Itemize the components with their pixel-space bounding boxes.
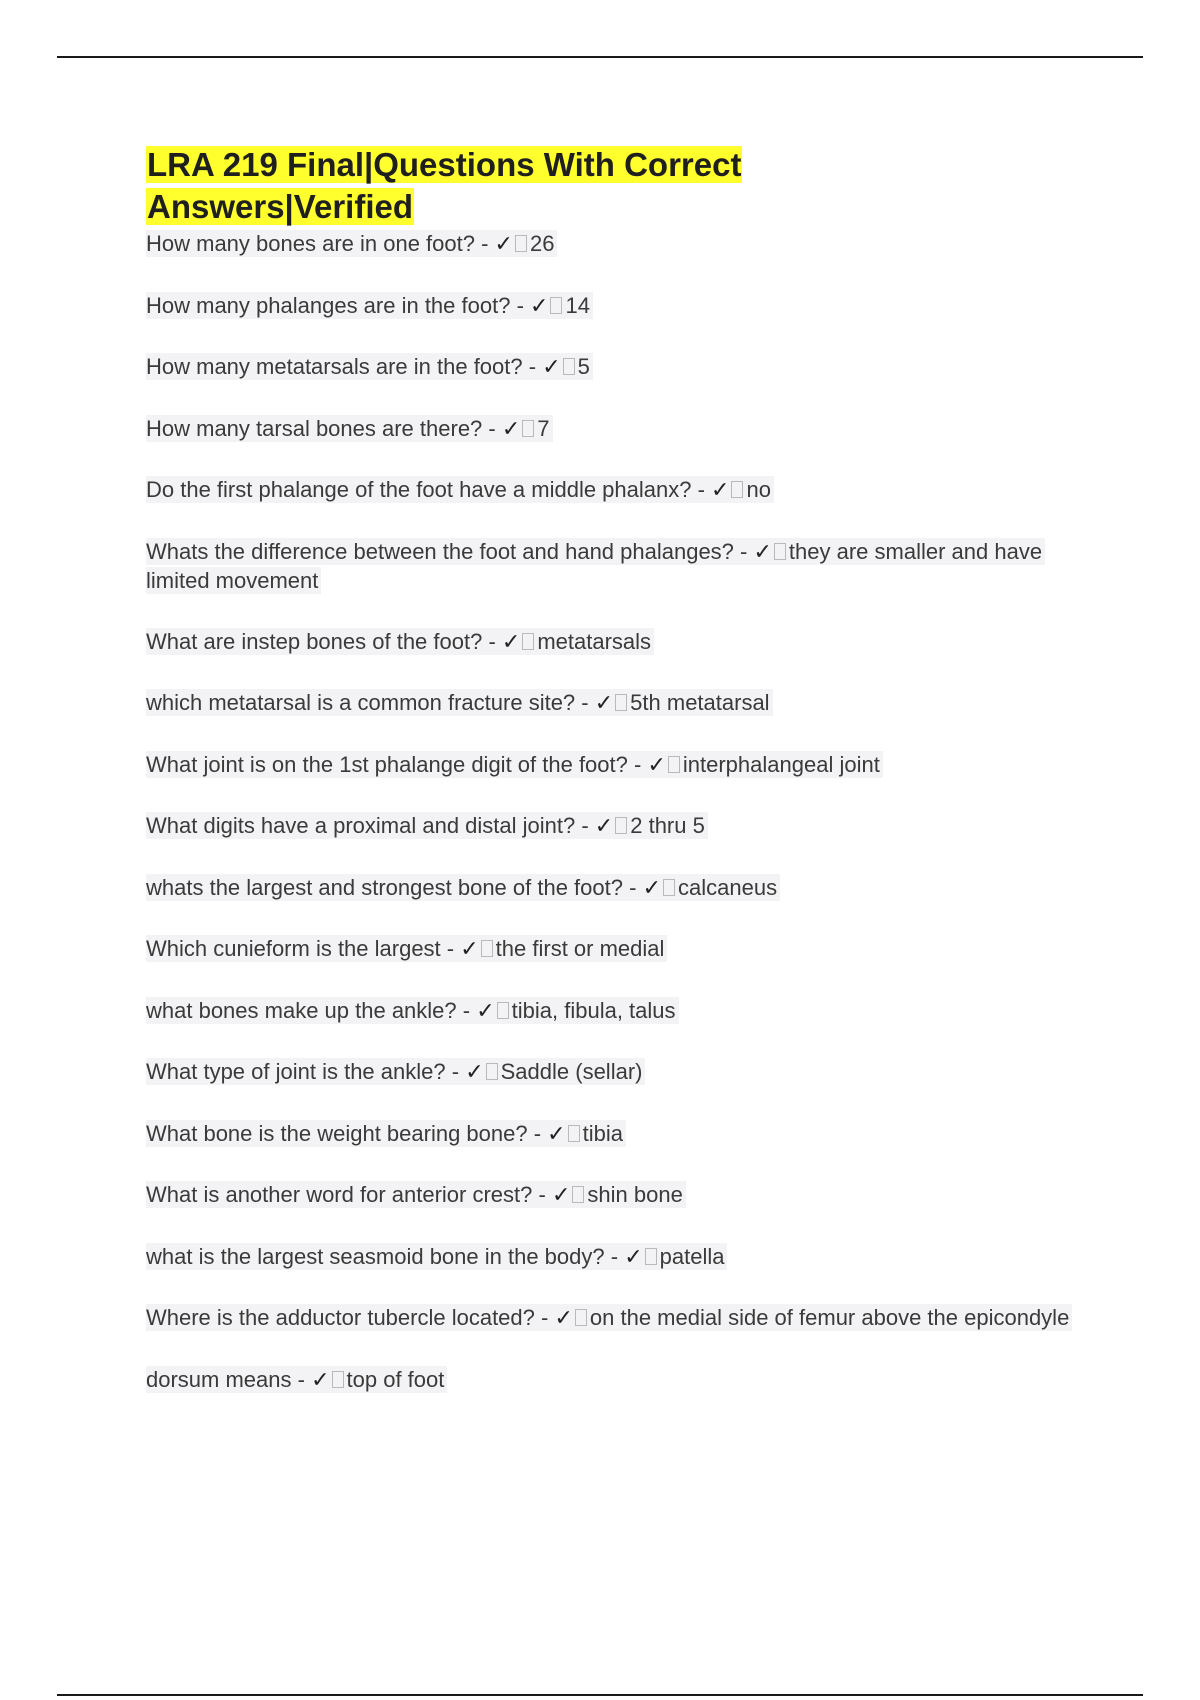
- checkmark-icon: ✓: [476, 998, 495, 1024]
- qa-text: [146, 874, 780, 901]
- missing-glyph-box-icon: [575, 1309, 587, 1326]
- answer-text: no: [746, 477, 771, 502]
- qa-item: [146, 1120, 1086, 1150]
- qa-item: [146, 538, 1086, 596]
- separator: -: [527, 1120, 548, 1146]
- qa-text: [146, 1181, 686, 1208]
- qa-text: [146, 538, 1045, 595]
- missing-glyph-box-icon: [663, 879, 675, 896]
- checkmark-icon: ✓: [647, 752, 666, 778]
- checkmark-icon: ✓: [501, 629, 521, 655]
- qa-item: [146, 751, 1086, 781]
- separator: -: [627, 751, 648, 777]
- question-text: What is another word for anterior crest?: [146, 1182, 533, 1207]
- missing-glyph-box-icon: [774, 543, 786, 560]
- question-text: which metatarsal is a common fracture site?: [146, 690, 576, 715]
- answer-text: 26: [529, 231, 555, 256]
- question-text: How many phalanges are in the foot?: [146, 292, 511, 318]
- missing-glyph-box-icon: [568, 1125, 580, 1142]
- missing-glyph-box-icon: [522, 633, 534, 650]
- answer-text: interphalangeal joint: [682, 751, 880, 777]
- question-text: What bone is the weight bearing bone?: [146, 1120, 528, 1146]
- separator: -: [474, 231, 495, 256]
- checkmark-icon: ✓: [551, 1183, 571, 1208]
- qa-text: [146, 415, 553, 442]
- separator: -: [534, 1305, 555, 1330]
- missing-glyph-box-icon: [668, 756, 680, 773]
- qa-list: [146, 230, 1086, 1395]
- separator: -: [440, 936, 461, 961]
- qa-text: [146, 689, 773, 716]
- question-text: Which cunieform is the largest: [146, 936, 441, 961]
- qa-item: [146, 812, 1086, 842]
- question-text: Where is the adductor tubercle located?: [146, 1305, 535, 1330]
- qa-item: [146, 476, 1086, 506]
- missing-glyph-box-icon: [615, 694, 627, 711]
- qa-text: [146, 935, 667, 962]
- separator: -: [623, 874, 643, 900]
- qa-text: [146, 628, 654, 655]
- question-text: what bones make up the ankle?: [146, 997, 457, 1023]
- title-line-2: Answers|Verified: [147, 188, 414, 225]
- checkmark-icon: ✓: [547, 1121, 566, 1147]
- missing-glyph-box-icon: [522, 420, 534, 437]
- missing-glyph-box-icon: [497, 1002, 509, 1019]
- missing-glyph-box-icon: [515, 235, 527, 252]
- separator: -: [291, 1366, 312, 1392]
- checkmark-icon: ✓: [530, 293, 549, 319]
- question-text: How many tarsal bones are there?: [146, 415, 483, 441]
- qa-item: [146, 415, 1086, 445]
- qa-item: [146, 1181, 1086, 1211]
- missing-glyph-box-icon: [572, 1186, 584, 1203]
- missing-glyph-box-icon: [486, 1063, 498, 1080]
- answer-text: 7: [537, 415, 550, 441]
- separator: -: [532, 1182, 552, 1207]
- checkmark-icon: ✓: [624, 1244, 643, 1270]
- qa-item: [146, 1058, 1086, 1088]
- checkmark-icon: ✓: [460, 937, 479, 962]
- question-text: dorsum means: [146, 1366, 292, 1392]
- separator: -: [575, 690, 595, 715]
- separator: -: [575, 813, 595, 838]
- qa-item: [146, 1243, 1086, 1273]
- missing-glyph-box-icon: [550, 297, 562, 314]
- separator: -: [445, 1059, 466, 1084]
- qa-item: [146, 997, 1086, 1027]
- separator: -: [482, 628, 502, 654]
- checkmark-icon: ✓: [642, 875, 661, 901]
- missing-glyph-box-icon: [615, 817, 627, 834]
- answer-text: on the medial side of femur above the epicondyle: [589, 1305, 1070, 1330]
- missing-glyph-box-icon: [731, 481, 743, 498]
- qa-text: [146, 476, 774, 503]
- qa-item: [146, 874, 1086, 904]
- separator: -: [691, 477, 712, 502]
- question-text: What are instep bones of the foot?: [146, 628, 483, 654]
- qa-text: [146, 1058, 645, 1085]
- checkmark-icon: ✓: [465, 1060, 484, 1085]
- qa-item: [146, 292, 1086, 322]
- qa-item: [146, 1304, 1086, 1334]
- checkmark-icon: ✓: [594, 814, 614, 839]
- answer-text: 14: [565, 292, 590, 318]
- qa-text: [146, 1243, 727, 1270]
- question-text: what is the largest seasmoid bone in the body?: [146, 1243, 605, 1269]
- answer-text: they are smaller and have limited movement: [146, 538, 1043, 593]
- separator: -: [522, 354, 543, 379]
- checkmark-icon: ✓: [542, 355, 561, 380]
- answer-text: patella: [659, 1243, 725, 1269]
- header-rule: [57, 56, 1143, 58]
- qa-text: [146, 812, 708, 839]
- checkmark-icon: ✓: [501, 416, 521, 442]
- checkmark-icon: ✓: [594, 691, 614, 716]
- checkmark-icon: ✓: [554, 1306, 573, 1331]
- question-text: What joint is on the 1st phalange digit of the foot?: [146, 751, 628, 777]
- qa-text: [146, 1304, 1072, 1331]
- missing-glyph-box-icon: [645, 1248, 657, 1265]
- question-text: Whats the difference between the foot and hand phalanges?: [146, 538, 734, 564]
- qa-item: [146, 353, 1086, 383]
- qa-item: [146, 1366, 1086, 1396]
- qa-text: [146, 1366, 447, 1393]
- answer-text: tibia: [582, 1120, 623, 1146]
- answer-text: Saddle (sellar): [500, 1059, 643, 1084]
- qa-item: [146, 689, 1086, 719]
- checkmark-icon: ✓: [494, 232, 513, 257]
- checkmark-icon: ✓: [753, 539, 772, 565]
- question-text: Do the first phalange of the foot have a middle phalanx?: [146, 477, 692, 502]
- qa-text: [146, 230, 557, 257]
- question-text: What type of joint is the ankle?: [146, 1059, 446, 1084]
- missing-glyph-box-icon: [481, 940, 493, 957]
- question-text: What digits have a proximal and distal joint?: [146, 813, 576, 838]
- qa-text: [146, 751, 883, 778]
- separator: -: [482, 415, 502, 441]
- qa-item: [146, 628, 1086, 658]
- qa-item: [146, 230, 1086, 260]
- missing-glyph-box-icon: [563, 358, 575, 375]
- qa-text: [146, 353, 593, 380]
- answer-text: tibia, fibula, talus: [511, 997, 676, 1023]
- answer-text: shin bone: [587, 1182, 683, 1207]
- document-body: [146, 144, 1086, 1427]
- title-line-1: LRA 219 Final|Questions With Correct: [147, 146, 742, 183]
- qa-item: [146, 935, 1086, 965]
- answer-text: the first or medial: [495, 936, 665, 961]
- footer-rule: [57, 1694, 1143, 1696]
- missing-glyph-box-icon: [332, 1371, 344, 1388]
- question-text: How many metatarsals are in the foot?: [146, 354, 523, 379]
- answer-text: 2 thru 5: [630, 813, 705, 838]
- answer-text: 5: [577, 354, 590, 379]
- answer-text: metatarsals: [537, 628, 652, 654]
- qa-text: [146, 997, 679, 1024]
- document-title: [146, 144, 1086, 228]
- separator: -: [510, 292, 531, 318]
- separator: -: [733, 538, 754, 564]
- question-text: whats the largest and strongest bone of the foot?: [146, 874, 623, 900]
- qa-text: [146, 292, 593, 319]
- separator: -: [456, 997, 477, 1023]
- checkmark-icon: ✓: [311, 1367, 330, 1393]
- answer-text: 5th metatarsal: [630, 690, 770, 715]
- checkmark-icon: ✓: [711, 478, 730, 503]
- qa-text: [146, 1120, 626, 1147]
- question-text: How many bones are in one foot?: [146, 231, 475, 256]
- answer-text: calcaneus: [678, 874, 778, 900]
- separator: -: [604, 1243, 625, 1269]
- answer-text: top of foot: [346, 1366, 445, 1392]
